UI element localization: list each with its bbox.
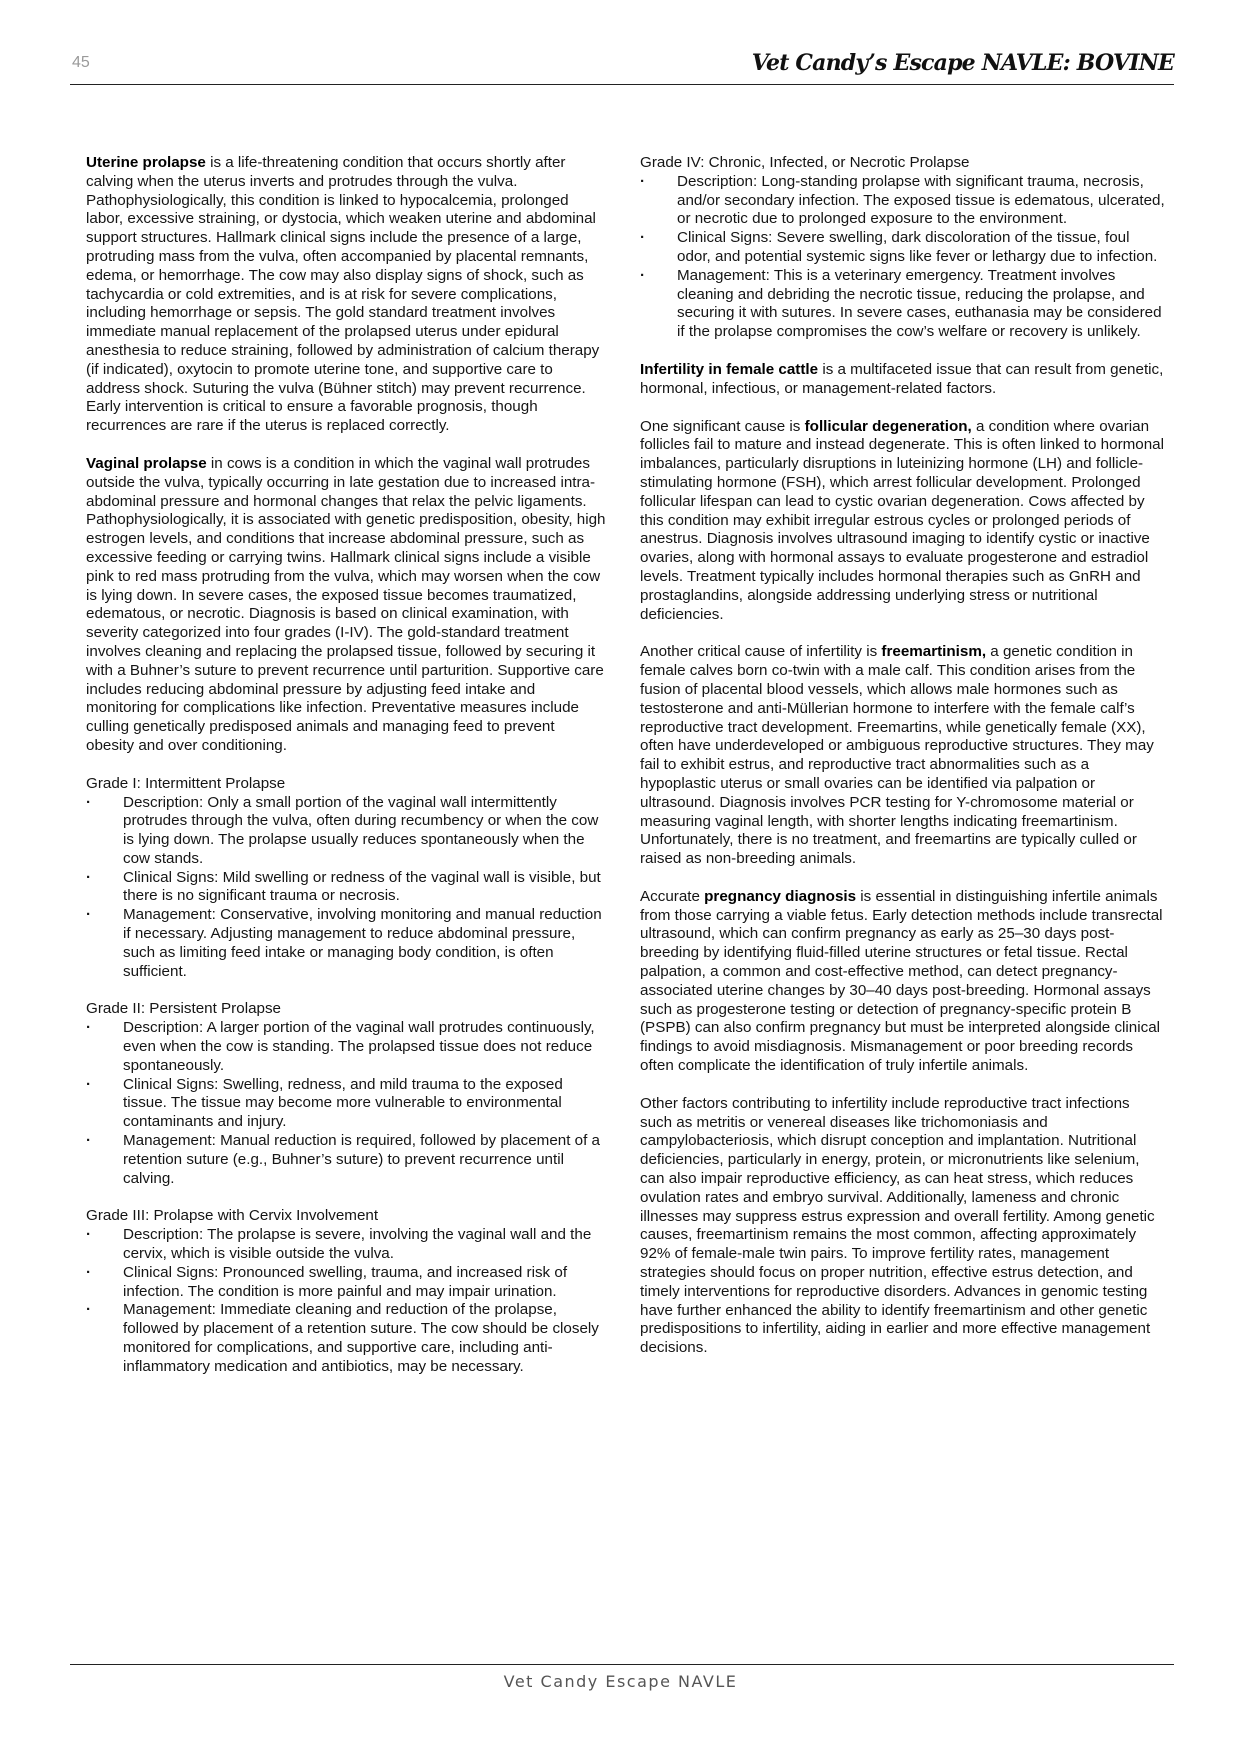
grade-2-list: [86, 1019, 606, 1188]
list-item: · Description: A larger portion of the vaginal wall protrudes continuously, even when the cow is standing. The prolapsed tissue does not reduce spontaneously.: [86, 1019, 606, 1075]
follicular-degeneration-paragraph: One significant cause is follicular degeneration, a condition where ovarian follicles fail to mature and instead degenerate. This is often linked to hormonal imbalances, particularly disruptions in luteinizing hormone (LH) and follicle-stimulating hormone (FSH), which arrest follicular development. Prolonged follicular lifespan can lead to cystic ovarian degeneration. Cows affected by this condition may exhibit irregular estrous cycles or prolonged periods of anestrus. Diagnosis involves ultrasound imaging to identify cystic or inactive ovaries, along with hormonal assays to evaluate progesterone and estradiol levels. Treatment typically includes hormonal therapies such as GnRH and prostaglandins, alongside addressing underlying stress or nutritional deficiencies.: [640, 417, 1164, 623]
grade-3-list: [86, 1226, 606, 1376]
other-factors-paragraph: Other factors contributing to infertility include reproductive tract infections such as metritis or venereal diseases like trichomoniasis and campylobacteriosis, which disrupt conception and implantation. Nutritional deficiencies, particularly in energy, protein, or micronutrients like selenium, can also impair reproductive efficiency, as can heat stress, which reduces ovulation rates and embryo survival. Additionally, lameness and chronic illnesses may suppress estrus expression and overall fertility. Among genetic causes, freemartinism remains the most common, affecting approximately 92% of female-male twin pairs. To improve fertility rates, management strategies should focus on proper nutrition, effective estrus detection, and timely interventions for reproductive disorders. Advances in genomic testing have further enhanced the ability to identify freemartinism and other genetic predispositions to infertility, aiding in earlier and more effective management decisions.: [640, 1094, 1155, 1357]
list-item: · Clinical Signs: Severe swelling, dark discoloration of the tissue, foul odor, and potential systemic signs like fever or lethargy due to infection.: [640, 229, 1165, 267]
pregnancy-diagnosis-paragraph: Accurate pregnancy diagnosis is essential in distinguishing infertile animals from those carrying a viable fetus. Early detection methods include transrectal ultrasound, which can confirm pregnancy as early as 25–30 days post-breeding by identifying fluid-filled uterine structures or fetal tissue. Rectal palpation, a common and cost-effective method, can detect pregnancy-associated uterine changes by 30–40 days post-breeding. Hormonal assays such as progesterone testing or detection of pregnancy-specific protein B (PSPB) can also confirm pregnancy but must be interpreted alongside clinical findings to avoid misdiagnosis. Mismanagement or poor breeding records often complicate the identification of truly infertile animals.: [640, 887, 1163, 1075]
term-vaginal-prolapse: Vaginal prolapse: [86, 454, 207, 472]
right-column: [640, 154, 1165, 1377]
grade-2-title: Grade II: Persistent Prolapse: [86, 1000, 281, 1018]
page-footer: Vet Candy Escape NAVLE: [503, 1672, 738, 1691]
book-title: Vet Candy’s Escape NAVLE: BOVINE: [751, 50, 1174, 76]
list-item: · Description: Long-standing prolapse with significant trauma, necrosis, and/or secondary infection. The exposed tissue is edematous, ulcerated, or necrotic due to prolonged exposure to the environment.: [640, 173, 1165, 229]
grade-1-section: [86, 775, 606, 982]
term-freemartinism: freemartinism,: [881, 643, 987, 661]
list-item: · Management: Immediate cleaning and reduction of the prolapse, followed by placement of a retention suture. The cow should be closely monitored for complications, and supportive care, including anti-inflammatory medication and antibiotics, may be necessary.: [86, 1301, 606, 1376]
infertility-paragraph: Infertility in female cattle is a multifaceted issue that can result from genetic, hormonal, infectious, or management-related factors.: [640, 360, 1164, 397]
list-item: · Management: Conservative, involving monitoring and manual reduction if necessary. Adjusting management to reduce abdominal pressure, such as limiting feed intake or managing body condition, is often sufficient.: [86, 906, 606, 981]
vaginal-prolapse-paragraph: Vaginal prolapse in cows is a condition in which the vaginal wall protrudes outside the vulva, typically occurring in late gestation due to increased intra-abdominal pressure and hormonal changes that relax the pelvic ligaments. Pathophysiologically, it is associated with genetic predisposition, obesity, high estrogen levels, and conditions that increase abdominal pressure, such as excessive feeding or carrying twins. Hallmark clinical signs include a visible pink to red mass protruding from the vulva, which may worsen when the cow is lying down. In severe cases, the exposed tissue becomes traumatized, edematous, or necrotic. Diagnosis is based on clinical examination, with severity categorized into four grades (I-IV). The gold-standard treatment involves cleaning and replacing the prolapsed tissue, followed by securing it with a Buhner’s suture to prevent recurrence until parturition. Supportive care includes reducing abdominal pressure by adjusting feed intake and monitoring for complications like infection. Preventative measures include culling genetically predisposed animals and managing feed to prevent obesity and over conditioning.: [86, 454, 606, 754]
term-uterine-prolapse: Uterine prolapse: [86, 154, 206, 171]
left-column: [86, 154, 606, 1396]
list-item: · Management: Manual reduction is required, followed by placement of a retention suture (e.g., Buhner’s suture) to prevent recurrence until calving.: [86, 1132, 606, 1188]
grade-4-title: Grade IV: Chronic, Infected, or Necrotic Prolapse: [640, 154, 970, 171]
list-item: · Description: The prolapse is severe, involving the vaginal wall and the cervix, which is visible outside the vulva.: [86, 1226, 606, 1264]
list-item: · Clinical Signs: Pronounced swelling, trauma, and increased risk of infection. The condition is more painful and may impair urination.: [86, 1264, 606, 1302]
uterine-prolapse-paragraph: Uterine prolapse is a life-threatening condition that occurs shortly after calving when the uterus inverts and protrudes through the vulva. Pathophysiologically, this condition is linked to hypocalcemia, prolonged labor, excessive straining, or dystocia, which weaken uterine and abdominal support structures. Hallmark clinical signs include the presence of a large, protruding mass from the vulva, often accompanied by placental remnants, edema, or hemorrhage. The cow may also display signs of shock, such as tachycardia or cold extremities, and is at risk for severe complications, including hemorrhage or sepsis. The gold standard treatment involves immediate manual replacement of the prolapsed uterus under epidural anesthesia to reduce straining, followed by administration of calcium therapy (if indicated), oxytocin to promote uterine tone, and supportive care to address shock. Suturing the vulva (Bühner stitch) may prevent recurrence. Early intervention is critical to ensure a favorable prognosis, though recurrences are rare if the uterus is replaced correctly.: [86, 154, 600, 435]
grade-4-section: [640, 154, 1165, 342]
freemartinism-paragraph: Another critical cause of infertility is freemartinism, a genetic condition in female calves born co-twin with a male calf. This condition arises from the fusion of placental blood vessels, which allows male hormones such as testosterone and anti-Müllerian hormone to interfere with the female calf’s reproductive tract development. Freemartins, while genetically female (XX), often have underdeveloped or ambiguous reproductive structures. They may fail to exhibit estrus, and reproductive tract abnormalities such as a hypoplastic uterus or small ovaries can be identified via palpation or ultrasound. Diagnosis involves PCR testing for Y-chromosome material or measuring vaginal length, with shorter lengths indicating freemartinism. Unfortunately, there is no treatment, and freemartins are typically culled or raised as non-breeding animals.: [640, 643, 1154, 868]
grade-1-title: Grade I: Intermittent Prolapse: [86, 774, 286, 792]
footer-divider: [70, 1664, 1174, 1665]
grade-4-list: [640, 173, 1165, 342]
term-pregnancy-diagnosis: pregnancy diagnosis: [704, 887, 857, 905]
term-infertility: Infertility in female cattle: [640, 360, 819, 378]
page-number: 45: [72, 54, 90, 71]
grade-3-title: Grade III: Prolapse with Cervix Involvement: [86, 1207, 379, 1225]
grade-3-section: [86, 1207, 606, 1376]
page-header: [70, 48, 1174, 85]
list-item: · Clinical Signs: Swelling, redness, and mild trauma to the exposed tissue. The tissue may become more vulnerable to environmental contaminants and injury.: [86, 1076, 606, 1132]
list-item: · Clinical Signs: Mild swelling or redness of the vaginal wall is visible, but there is no significant trauma or necrosis.: [86, 869, 606, 907]
term-follicular-degeneration: follicular degeneration,: [804, 417, 972, 435]
grade-2-section: [86, 1000, 606, 1188]
list-item: · Description: Only a small portion of the vaginal wall intermittently protrudes through the vulva, often during recumbency or when the cow is lying down. The prolapse usually reduces spontaneously when the cow stands.: [86, 794, 606, 869]
grade-1-list: [86, 794, 606, 982]
list-item: · Management: This is a veterinary emergency. Treatment involves cleaning and debriding the necrotic tissue, reducing the prolapse, and securing it with sutures. In severe cases, euthanasia may be considered if the prolapse compromises the cow’s welfare or recovery is unlikely.: [640, 267, 1165, 342]
